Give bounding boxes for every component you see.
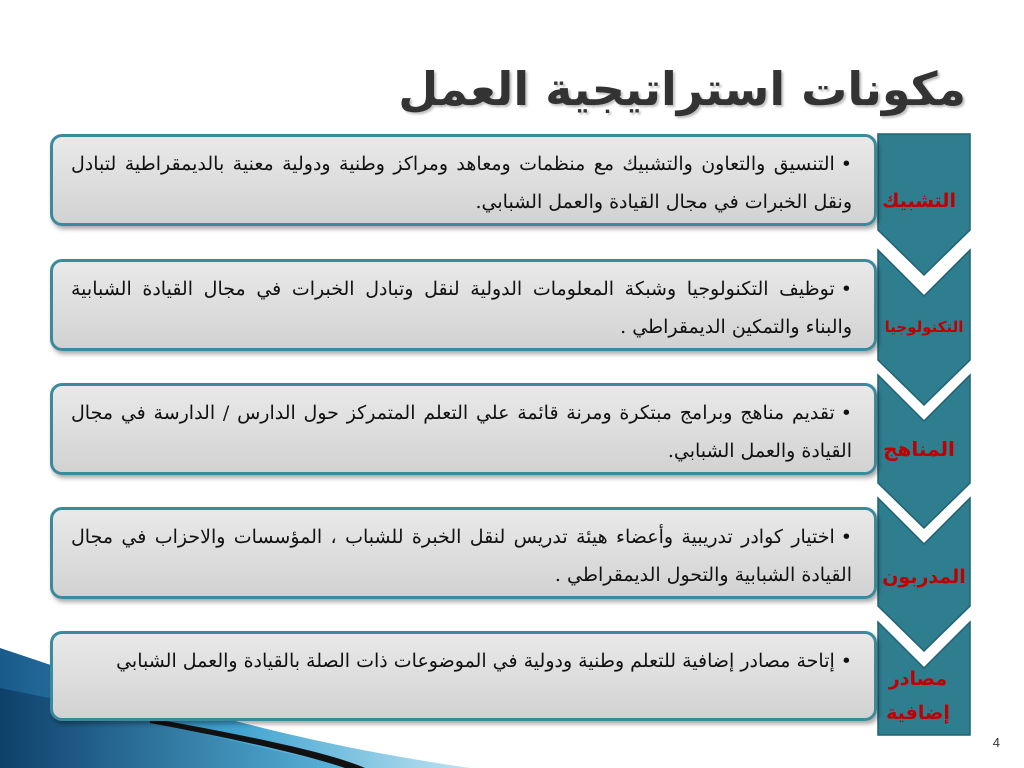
bullet-icon: • (840, 278, 852, 300)
row-card-technology (50, 259, 877, 351)
bullet-icon: • (840, 526, 852, 548)
row-label-networking: التشبيك (882, 190, 956, 212)
row-text: توظيف التكنولوجيا وشبكة المعلومات الدولية لنقل وتبادل الخبرات في مجال القيادة الشبابية والبناء والتمكين الديمقراطي . (71, 278, 852, 338)
row-card-additional-resources (50, 631, 877, 721)
row-text: إتاحة مصادر إضافية للتعلم وطنية ودولية في الموضوعات ذات الصلة بالقيادة والعمل الشبابي (116, 650, 835, 672)
row-text: اختيار كوادر تدريبية وأعضاء هيئة تدريس لنقل الخبرة للشباب ، المؤسسات والاحزاب في مجال القيادة الشبابية والتحول الديمقراطي . (71, 526, 852, 586)
row-card-networking (50, 134, 877, 226)
row-label-curricula: المناهج (883, 437, 955, 461)
bullet-icon: • (840, 650, 852, 672)
row-card-trainers (50, 507, 877, 599)
row-card-curricula (50, 383, 877, 475)
bullet-icon: • (840, 402, 852, 424)
row-text: تقديم مناهج وبرامج مبتكرة ومرنة قائمة علي التعلم المتمركز حول الدارس / الدارسة في مجال القيادة والعمل الشبابي. (71, 402, 852, 462)
bullet-icon: • (840, 153, 852, 175)
row-text: التنسيق والتعاون والتشبيك مع منظمات ومعاهد ومراكز وطنية ودولية معنية بالديمقراطية لتبادل ونقل الخبرات في مجال القيادة والعمل الشبابي. (71, 153, 852, 213)
row-label-trainers: المدربون (882, 566, 966, 588)
page-number: 4 (992, 735, 1000, 750)
slide-title: مكونات استراتيجية العمل (398, 62, 966, 116)
row-label-additional-resources: مصادر إضافية (886, 668, 950, 724)
row-label-technology: التكنولوجيا (884, 318, 964, 336)
